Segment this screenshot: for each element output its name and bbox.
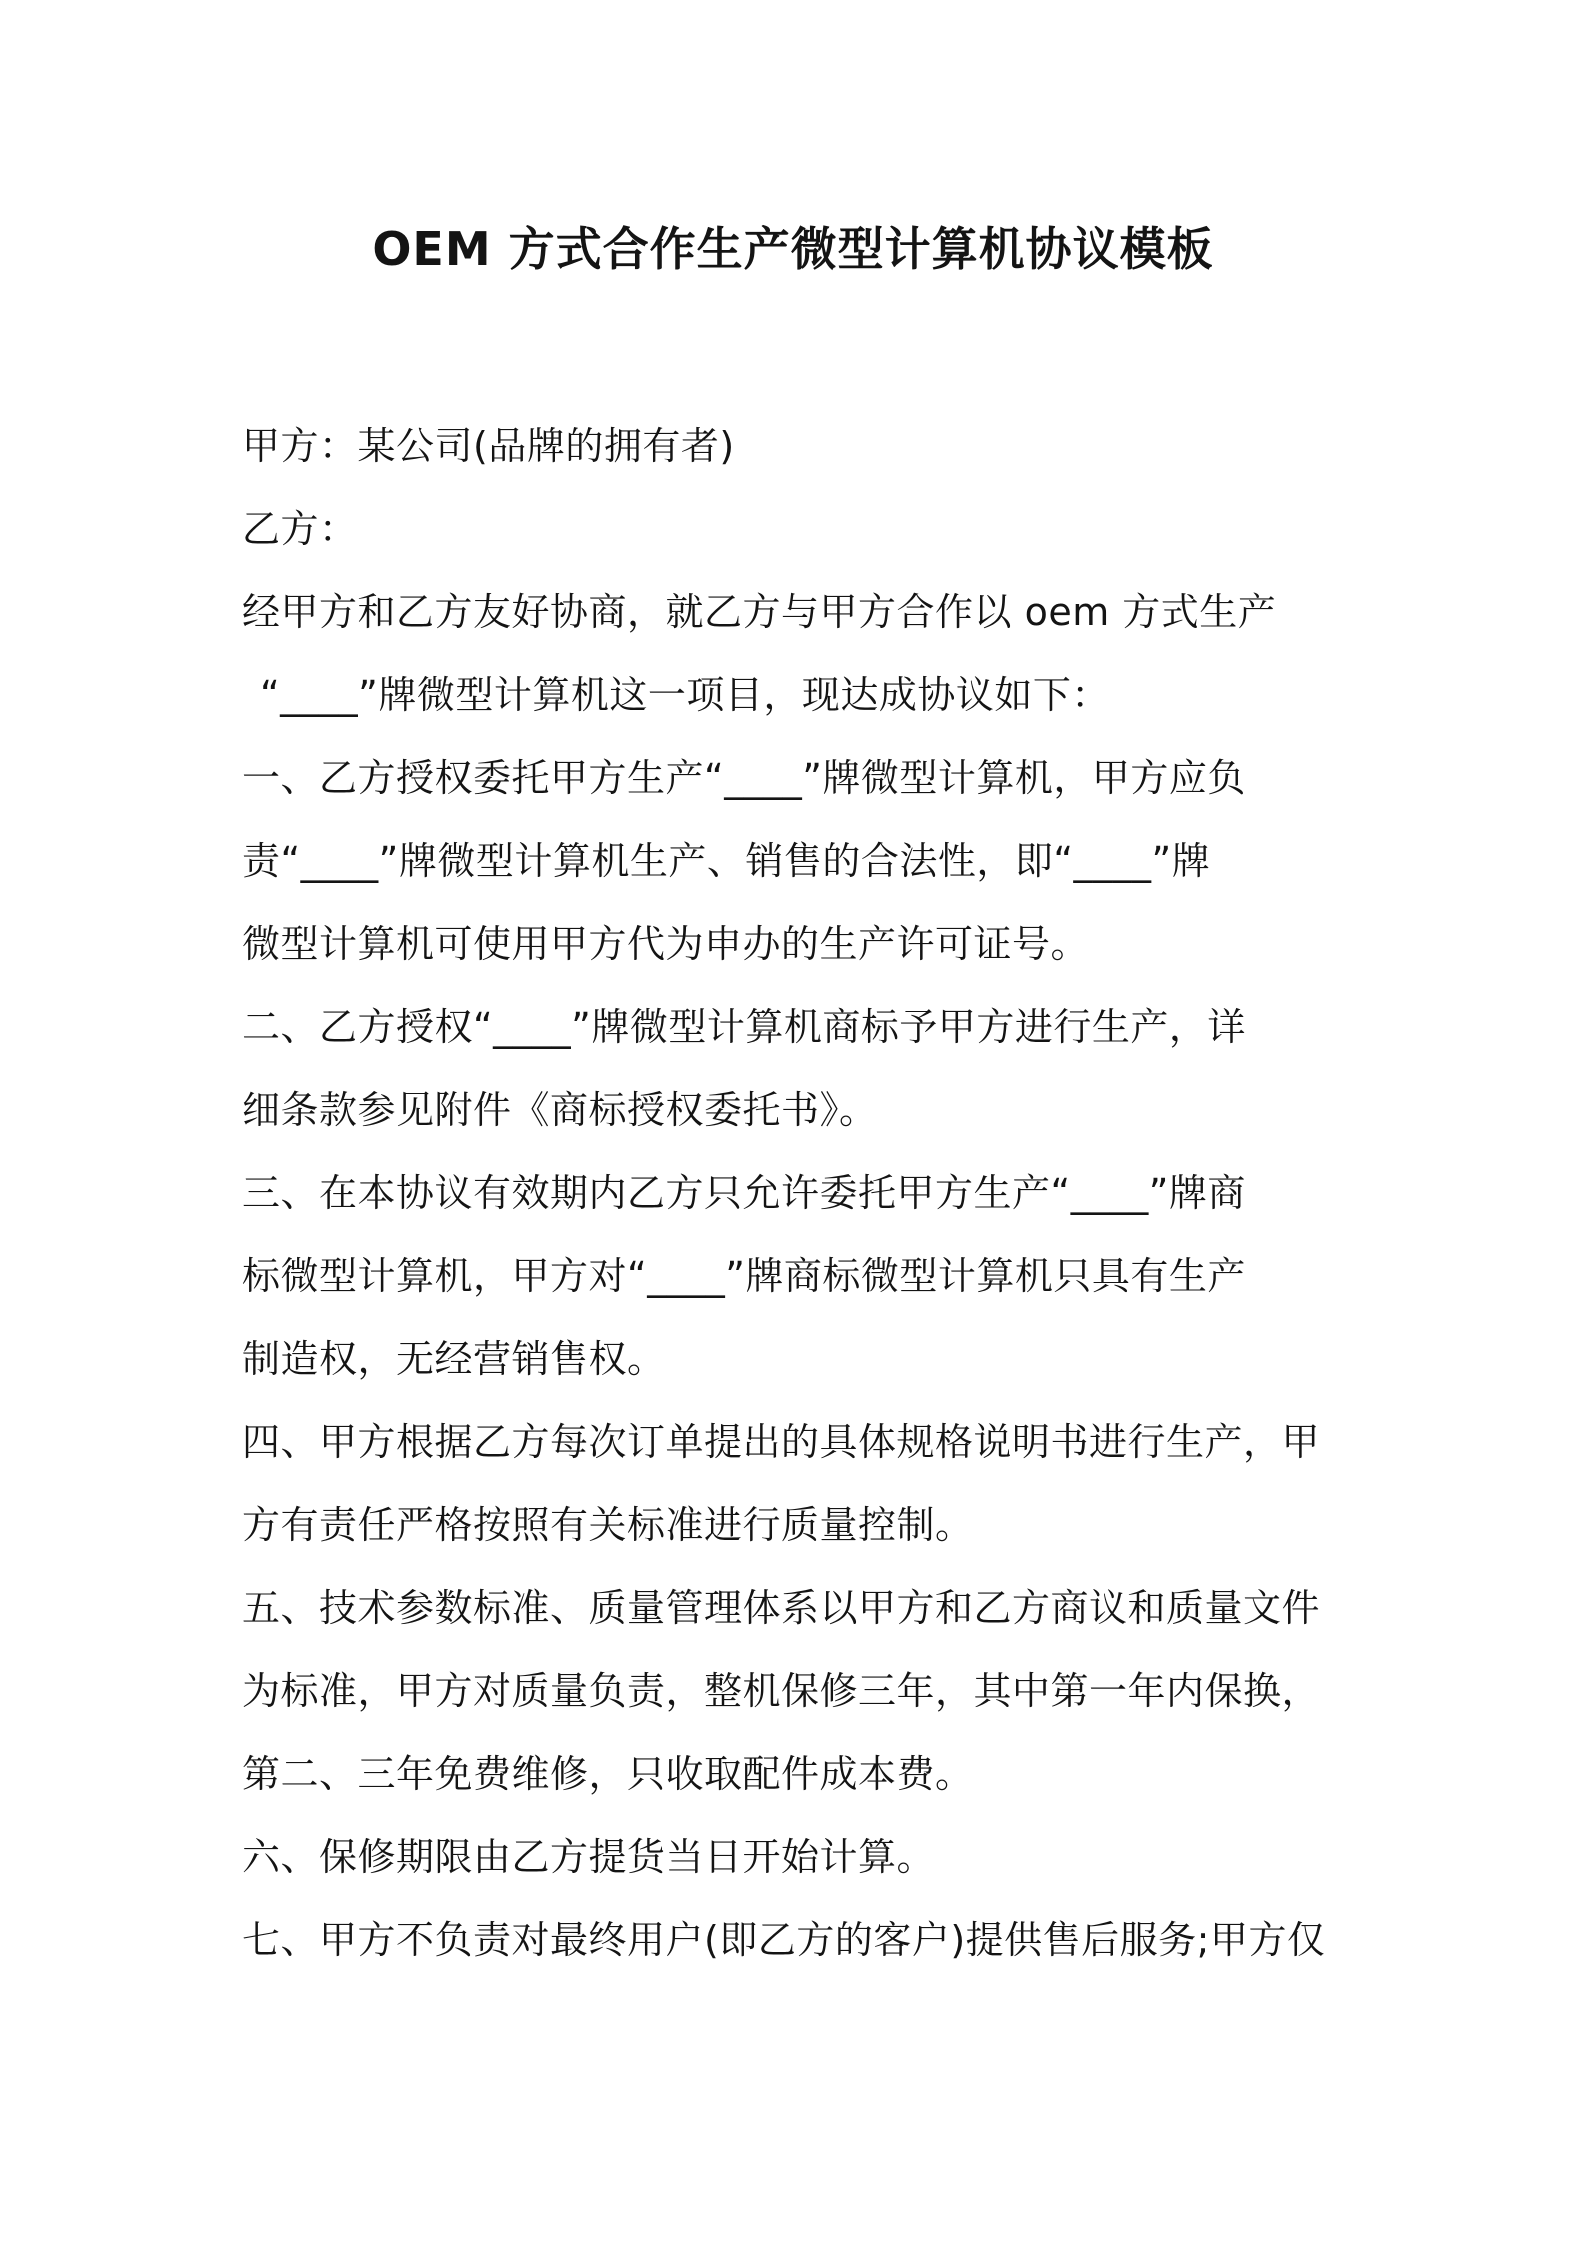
intro-paragraph — [242, 571, 1352, 737]
clause-1 — [242, 737, 1352, 986]
clause-2 — [242, 986, 1352, 1152]
clause-1-line-3: 微型计算机可使用甲方代为申办的生产许可证号。 — [242, 922, 1090, 966]
clause-7 — [242, 1899, 1352, 1982]
intro-line-2: “____”牌微型计算机这一项目，现达成协议如下： — [260, 673, 1110, 717]
clause-3 — [242, 1152, 1352, 1401]
intro-line-1: 经甲方和乙方友好协商，就乙方与甲方合作以 oem 方式生产 — [242, 590, 1277, 634]
party-b-line — [242, 488, 1352, 571]
clause-5-line-3: 第二、三年免费维修，只收取配件成本费。 — [242, 1752, 974, 1796]
clause-6 — [242, 1816, 1352, 1899]
clause-1-line-1: 一、乙方授权委托甲方生产“____”牌微型计算机，甲方应负 — [242, 756, 1246, 800]
document-title: OEM 方式合作生产微型计算机协议模板 — [372, 222, 1214, 276]
clause-5 — [242, 1567, 1352, 1816]
clause-5-line-1: 五、技术参数标准、质量管理体系以甲方和乙方商议和质量文件 — [242, 1586, 1321, 1630]
clause-3-line-1: 三、在本协议有效期内乙方只允许委托甲方生产“____”牌商 — [242, 1171, 1246, 1215]
clause-2-line-1: 二、乙方授权“____”牌微型计算机商标予甲方进行生产，详 — [242, 1005, 1246, 1049]
clause-5-line-2: 为标准，甲方对质量负责，整机保修三年，其中第一年内保换， — [242, 1669, 1321, 1713]
clause-4 — [242, 1401, 1352, 1567]
clause-3-line-3: 制造权，无经营销售权。 — [242, 1337, 666, 1381]
clause-7-line-1: 七、甲方不负责对最终用户(即乙方的客户)提供售后服务;甲方仅 — [242, 1918, 1326, 1962]
clause-3-line-2: 标微型计算机，甲方对“____”牌商标微型计算机只具有生产 — [242, 1254, 1246, 1298]
document-body — [242, 405, 1352, 1982]
party-b-text: 乙方： — [242, 507, 358, 551]
clause-4-line-1: 四、甲方根据乙方每次订单提出的具体规格说明书进行生产，甲 — [242, 1420, 1321, 1464]
clause-4-line-2: 方有责任严格按照有关标准进行质量控制。 — [242, 1503, 974, 1547]
party-a-line — [242, 405, 1352, 488]
clause-2-line-2: 细条款参见附件《商标授权委托书》。 — [242, 1088, 878, 1132]
party-a-text: 甲方：某公司(品牌的拥有者) — [242, 424, 735, 468]
clause-6-line-1: 六、保修期限由乙方提货当日开始计算。 — [242, 1835, 936, 1879]
clause-1-line-2: 责“____”牌微型计算机生产、销售的合法性，即“____”牌 — [242, 839, 1211, 883]
